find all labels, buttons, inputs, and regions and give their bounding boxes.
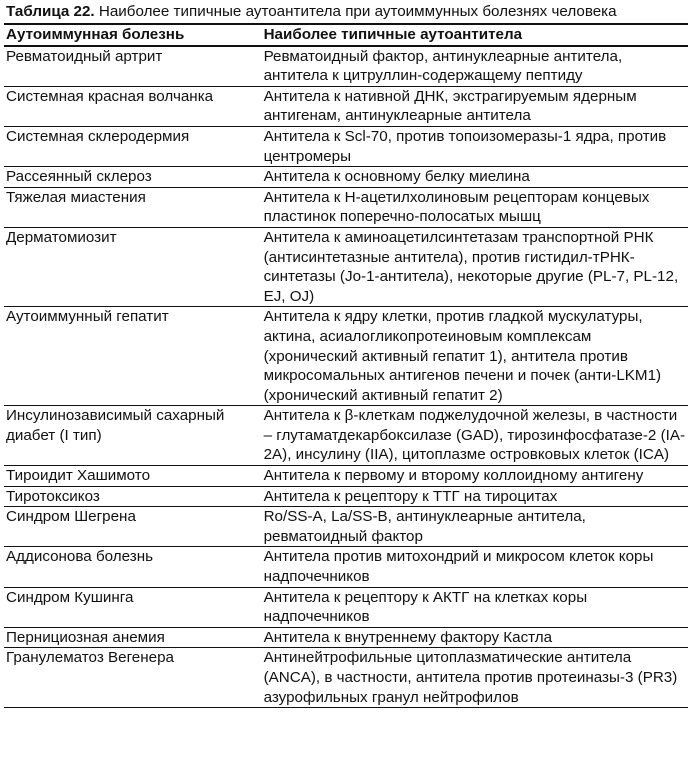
table-row — [4, 126, 688, 166]
table-row — [4, 507, 688, 547]
table-row — [4, 587, 688, 627]
disease-cell: Аддисонова болезнь — [6, 548, 153, 566]
antibodies-cell: Антитела против митохондрий и микросом клеток коры надпочечников — [263, 548, 654, 586]
table-caption — [6, 2, 682, 22]
disease-cell: Инсулинозависимый сахарный диабет (I тип) — [6, 407, 225, 444]
table-row — [4, 486, 688, 507]
antibodies-cell: Антитела к β-клеткам поджелудочной железы, в частности – глутаматдекарбоксилазе (GAD), тирозинфосфатазе-2 (IA-2A), инсулину (IIA), цитоплазме островковых клеток (ICA) — [263, 407, 686, 464]
table-row — [4, 627, 688, 648]
disease-cell: Системная склеродермия — [6, 127, 190, 145]
table-row — [4, 227, 688, 306]
table-row — [4, 547, 688, 587]
disease-cell: Дерматомиозит — [6, 228, 117, 246]
table-row — [4, 466, 688, 487]
document-page — [0, 2, 692, 762]
table-number: Таблица 22. — [6, 3, 95, 20]
header-disease: Аутоиммунная болезнь — [6, 26, 185, 43]
header-antibodies: Наиболее типичные аутоантитела — [263, 26, 523, 43]
disease-cell: Тяжелая миастения — [6, 188, 146, 206]
table-row — [4, 86, 688, 126]
disease-cell: Гранулематоз Вегенера — [6, 649, 174, 667]
disease-cell: Синдром Кушинга — [6, 588, 134, 606]
disease-cell: Аутоиммунный гепатит — [6, 308, 169, 326]
table-title: Наиболее типичные аутоантитела при аутоиммунных болезнях человека — [94, 3, 617, 20]
antibodies-cell: Антитела к основному белку миелина — [263, 168, 530, 186]
table-row — [4, 46, 688, 87]
antibodies-cell: Антитела к Scl-70, против топоизомеразы-1 ядра, против центромеры — [263, 127, 667, 165]
antibodies-cell: Антитела к первому и второму коллоидному антигену — [263, 467, 644, 485]
antibodies-cell: Антитела к внутреннему фактору Кастла — [263, 628, 553, 646]
disease-cell: Тироидит Хашимото — [6, 467, 151, 485]
antibodies-cell: Ro/SS-A, La/SS-B, антинуклеарные антитела, ревматоидный фактор — [263, 508, 586, 545]
antibodies-cell: Антитела к аминоацетилсинтетазам транспортной РНК (антисинтетазные антитела), против гистидил-тРНК-синтетазы (Jo-1-антитела), некоторые другие (PL-7, PL-12, EJ, OJ) — [263, 228, 679, 305]
antibodies-cell: Антитела к рецептору к АКТГ на клетках коры надпочечников — [263, 588, 588, 626]
table-row — [4, 187, 688, 227]
antibodies-cell: Антитела к Н-ацетилхолиновым рецепторам концевых пластинок поперечно-полосатых мышц — [263, 188, 650, 226]
table-row — [4, 167, 688, 188]
disease-cell: Рассеянный склероз — [6, 168, 152, 186]
table-header-row — [4, 24, 688, 46]
table-row — [4, 648, 688, 708]
table-row — [4, 307, 688, 406]
antibodies-cell: Антитела к ядру клетки, против гладкой мускулатуры, актина, асиалогликопротеиновым комплексам (хронический активный гепатит 1), антитела против микросомальных антигенов печени и почек (анти-LKM1) (хронический активный гепатит 2) — [263, 308, 662, 404]
table-body — [4, 46, 688, 708]
disease-cell: Синдром Шегрена — [6, 508, 136, 526]
antibodies-cell: Ревматоидный фактор, антинуклеарные антитела, антитела к цитруллин-содержащему пептиду — [263, 47, 623, 85]
antibodies-cell: Антитела к рецептору к ТТГ на тироцитах — [263, 487, 558, 505]
disease-cell: Системная красная волчанка — [6, 87, 214, 105]
disease-cell: Тиротоксикоз — [6, 487, 100, 505]
antibodies-cell: Антинейтрофильные цитоплазматические антитела (ANCA), в частности, антитела против протеиназы-3 (PR3) азурофильных гранул нейтрофилов — [263, 649, 678, 706]
table-row — [4, 406, 688, 466]
antibodies-cell: Антитела к нативной ДНК, экстрагируемым ядерным антигенам, антинуклеарные антитела — [263, 87, 637, 125]
autoantibody-table — [4, 23, 688, 708]
disease-cell: Ревматоидный артрит — [6, 47, 163, 65]
disease-cell: Пернициозная анемия — [6, 628, 165, 646]
